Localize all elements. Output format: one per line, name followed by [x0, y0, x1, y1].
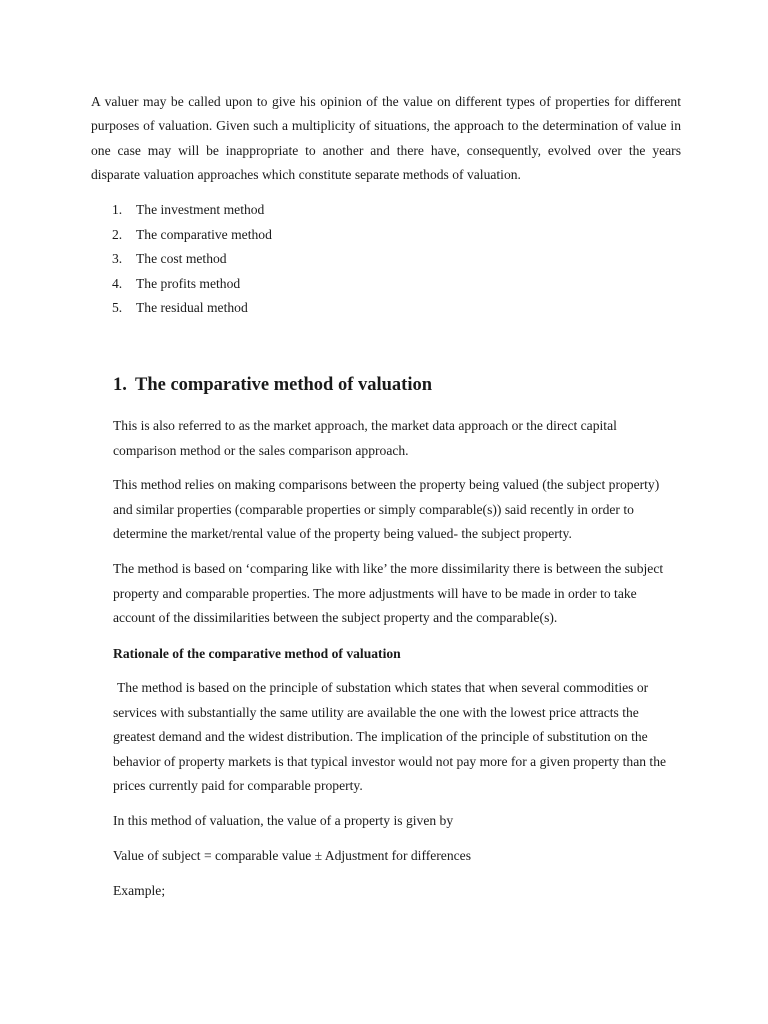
valuation-methods-list: [112, 198, 272, 321]
list-item-number: 5.: [112, 300, 123, 315]
rationale-paragraph: The method is based on the principle of substation which states that when several commodities or services with substantially the same utility are available the one with the lowest price attracts the greatest demand and the widest distribution. The implication of the principle of substitution on the behavior of property markets is that typical investor would not pay more for a given property than the prices currently paid for comparable property.: [113, 680, 667, 793]
list-item-number: 1.: [112, 202, 123, 217]
list-item: [112, 272, 272, 297]
list-item: [112, 247, 272, 272]
example-label: Example;: [113, 883, 166, 898]
section-heading: [113, 372, 432, 398]
list-item-label: The investment method: [136, 202, 265, 217]
list-item-label: The comparative method: [136, 226, 272, 242]
rationale-heading: Rationale of the comparative method of valuation: [113, 646, 401, 661]
list-item-label: The profits method: [136, 275, 241, 291]
list-item-label: The residual method: [136, 300, 248, 315]
list-item-label: The cost method: [136, 251, 227, 266]
comparison-paragraph: This method relies on making comparisons between the property being valued (the subject property) and similar properties (comparable properties or simply comparable(s)) said recently in order to determine the market/rental value of the property being valued- the subject property.: [113, 477, 660, 541]
list-item-number: 3.: [112, 251, 123, 266]
intro-paragraph: A valuer may be called upon to give his opinion of the value on different types of properties for different purposes of valuation. Given such a multiplicity of situations, the approach to the determination of value in one case may will be inappropriate to another and there have, consequently, evolved over the years disparate valuation approaches which constitute separate methods of valuation.: [91, 94, 681, 182]
like-with-like-paragraph: The method is based on ‘comparing like with like’ the more dissimilarity there is between the subject property and comparable properties. The more adjustments will have to be made in order to take account of the dissimilarities between the subject property and the comparable(s).: [113, 561, 664, 625]
list-item-number: 4.: [112, 275, 123, 291]
list-item: [112, 198, 272, 223]
section-title: The comparative method of valuation: [135, 375, 433, 395]
alias-paragraph: This is also referred to as the market approach, the market data approach or the direct capital comparison method or the sales comparison approach.: [113, 418, 617, 458]
list-item: [112, 296, 272, 321]
list-item-number: 2.: [112, 226, 123, 242]
value-intro-text: In this method of valuation, the value of a property is given by: [113, 813, 454, 828]
list-item: [112, 223, 272, 248]
value-formula: Value of subject = comparable value ± Adjustment for differences: [113, 848, 471, 863]
section-number: 1.: [113, 375, 127, 395]
